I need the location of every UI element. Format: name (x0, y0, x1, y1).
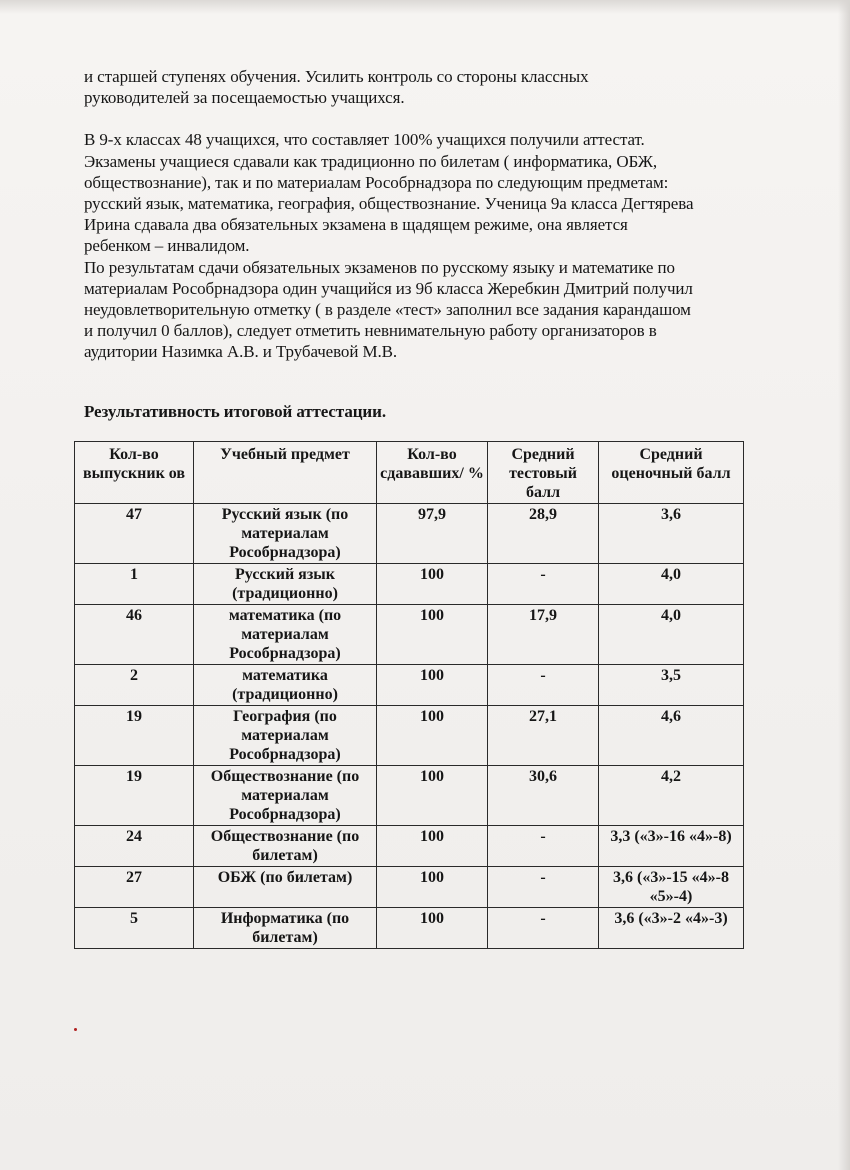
cell-subject: математика (по материалам Рособрнадзора) (194, 605, 377, 665)
paragraph-line: Ирина сдавала два обязательных экзамена в щадящем режиме, она является (84, 215, 628, 235)
table-row (75, 826, 744, 867)
table-row (75, 564, 744, 605)
cell-passed: 100 (377, 665, 488, 706)
cell-passed: 100 (377, 605, 488, 665)
cell-test-score: - (488, 665, 599, 706)
cell-grade-score: 4,0 (599, 564, 744, 605)
paragraph-line: В 9-х классах 48 учащихся, что составляет 100% учащихся получили аттестат. (84, 130, 645, 150)
cell-test-score: - (488, 826, 599, 867)
header-subject: Учебный предмет (194, 442, 377, 504)
ink-mark (74, 1028, 77, 1031)
cell-test-score: 27,1 (488, 706, 599, 766)
header-grade-score: Средний оценочный балл (599, 442, 744, 504)
cell-test-score: 30,6 (488, 766, 599, 826)
table-row (75, 766, 744, 826)
cell-grade-score: 3,6 («3»-15 «4»-8 «5»-4) (599, 867, 744, 908)
cell-passed: 100 (377, 706, 488, 766)
cell-test-score: - (488, 908, 599, 949)
cell-grade-score: 3,5 (599, 665, 744, 706)
cell-passed: 100 (377, 867, 488, 908)
cell-grade-score: 4,6 (599, 706, 744, 766)
scan-edge-right (838, 0, 850, 1170)
cell-test-score: 17,9 (488, 605, 599, 665)
cell-test-score: - (488, 867, 599, 908)
cell-passed: 100 (377, 826, 488, 867)
table-row (75, 908, 744, 949)
paragraph-line: аудитории Назимка А.В. и Трубачевой М.В. (84, 342, 398, 362)
table-row (75, 665, 744, 706)
cell-subject: Русский язык (традиционно) (194, 564, 377, 605)
table-header-row (75, 442, 744, 504)
cell-grade-score: 3,3 («3»-16 «4»-8) (599, 826, 744, 867)
cell-graduates: 19 (75, 766, 194, 826)
results-table (74, 441, 744, 949)
cell-passed: 97,9 (377, 504, 488, 564)
paragraph-line: Экзамены учащиеся сдавали как традиционно по билетам ( информатика, ОБЖ, (84, 151, 658, 171)
cell-grade-score: 4,0 (599, 605, 744, 665)
cell-subject: Информатика (по билетам) (194, 908, 377, 949)
cell-passed: 100 (377, 908, 488, 949)
cell-graduates: 24 (75, 826, 194, 867)
cell-graduates: 46 (75, 605, 194, 665)
paragraph-line: ребенком – инвалидом. (84, 236, 250, 256)
body-text (84, 66, 774, 363)
cell-graduates: 47 (75, 504, 194, 564)
cell-subject: Русский язык (по материалам Рособрнадзора) (194, 504, 377, 564)
cell-graduates: 2 (75, 665, 194, 706)
cell-subject: ОБЖ (по билетам) (194, 867, 377, 908)
cell-grade-score: 3,6 (599, 504, 744, 564)
paragraph-line: обществознание), так и по материалам Рособрнадзора по следующим предметам: (84, 172, 669, 192)
section-title: Результативность итоговой аттестации. (84, 402, 386, 421)
paragraph-line: материалам Рособрнадзора один учащийся из 9б класса Жеребкин Дмитрий получил (84, 278, 693, 298)
cell-grade-score: 4,2 (599, 766, 744, 826)
cell-graduates: 1 (75, 564, 194, 605)
cell-passed: 100 (377, 766, 488, 826)
cell-subject: География (по материалам Рособрнадзора) (194, 706, 377, 766)
cell-graduates: 5 (75, 908, 194, 949)
cell-graduates: 19 (75, 706, 194, 766)
cell-subject: математика (традиционно) (194, 665, 377, 706)
scan-edge-top (0, 0, 850, 14)
cell-graduates: 27 (75, 867, 194, 908)
header-graduates: Кол-во выпускник ов (75, 442, 194, 504)
paragraph-line: По результатам сдачи обязательных экзаменов по русскому языку и математике по (84, 257, 675, 277)
paragraph-line: и старшей ступенях обучения. Усилить контроль со стороны классных (84, 67, 589, 86)
paragraph-line: неудовлетворительную отметку ( в разделе «тест» заполнил все задания карандашом (84, 300, 691, 320)
cell-test-score: 28,9 (488, 504, 599, 564)
table-row (75, 605, 744, 665)
table-row (75, 706, 744, 766)
header-passed: Кол-во сдававших/ % (377, 442, 488, 504)
cell-grade-score: 3,6 («3»-2 «4»-3) (599, 908, 744, 949)
cell-subject: Обществознание (по билетам) (194, 826, 377, 867)
table-row (75, 504, 744, 564)
paragraph-line: русский язык, математика, география, обществознание. Ученица 9а класса Дегтярева (84, 194, 694, 214)
cell-subject: Обществознание (по материалам Рособрнадзора) (194, 766, 377, 826)
cell-passed: 100 (377, 564, 488, 605)
table-row (75, 867, 744, 908)
paragraph-line: руководителей за посещаемостью учащихся. (84, 88, 405, 108)
cell-test-score: - (488, 564, 599, 605)
paragraph-line: и получил 0 баллов), следует отметить невнимательную работу организаторов в (84, 321, 657, 341)
header-test-score: Средний тестовый балл (488, 442, 599, 504)
